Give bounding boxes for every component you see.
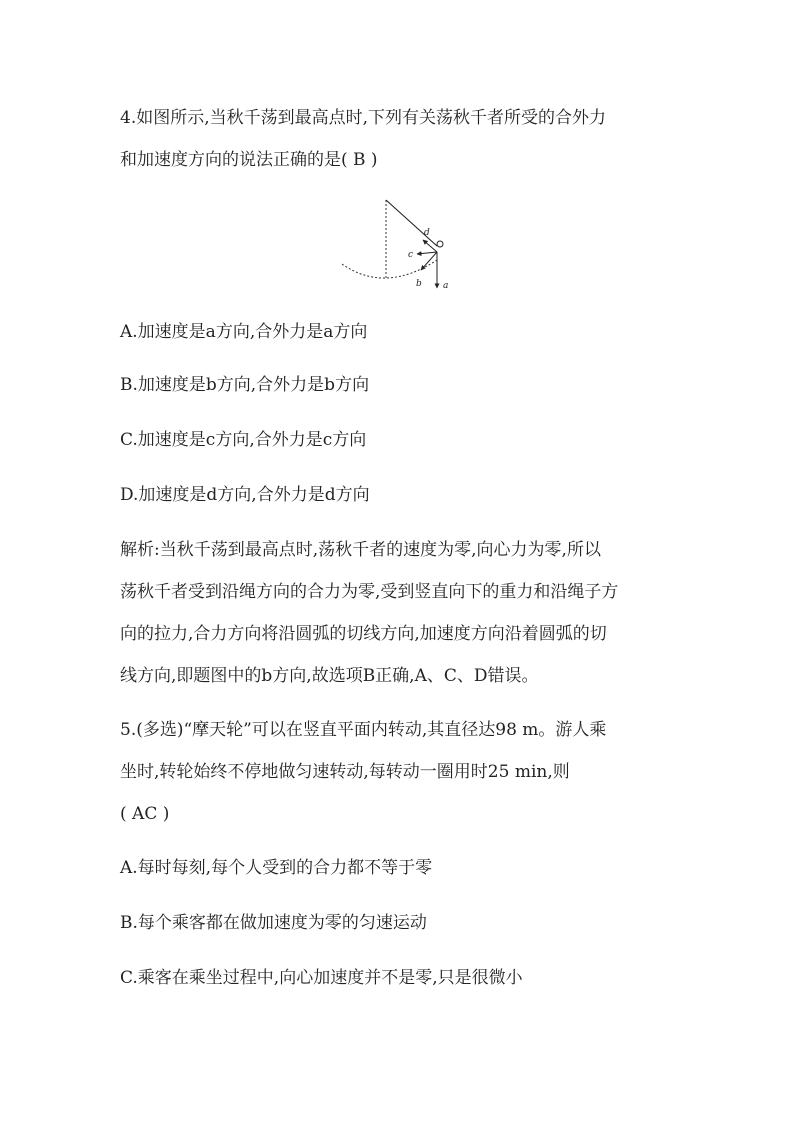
arrow-b: [421, 252, 437, 270]
q5-stem-line-1: 5.(多选)“摩天轮”可以在竖直平面内转动,其直径达98 m。游人乘: [120, 720, 607, 740]
q4-stem-line-2: 和加速度方向的说法正确的是( B ): [120, 150, 378, 170]
arrow-c: [417, 252, 437, 254]
q4-option-d: D.加速度是d方向,合外力是d方向: [120, 485, 370, 505]
swinger-circle: [437, 241, 443, 247]
q5-stem-line-3: ( AC ): [120, 804, 170, 824]
q5-option-b: B.每个乘客都在做加速度为零的匀速运动: [120, 913, 427, 933]
q4-analysis-line-1: 解析:当秋千荡到最高点时,荡秋千者的速度为零,向心力为零,所以: [120, 540, 601, 560]
q4-analysis-line-4: 线方向,即题图中的b方向,故选项B正确,A、C、D错误。: [120, 666, 539, 686]
label-b: b: [416, 279, 422, 289]
q4-option-b: B.加速度是b方向,合外力是b方向: [120, 375, 370, 395]
q4-analysis-line-3: 向的拉力,合力方向将沿圆弧的切线方向,加速度方向沿着圆弧的切: [120, 624, 607, 644]
q4-stem-line-1: 4.如图所示,当秋千荡到最高点时,下列有关荡秋千者所受的合外力: [120, 108, 607, 128]
rope-line: [386, 200, 437, 246]
label-a: a: [443, 281, 449, 291]
arrow-d: [423, 240, 437, 252]
label-d: d: [424, 228, 430, 238]
q5-option-a: A.每时每刻,每个人受到的合力都不等于零: [120, 858, 433, 878]
label-c: c: [408, 250, 414, 260]
q4-option-c: C.加速度是c方向,合外力是c方向: [120, 430, 367, 450]
q4-analysis-line-2: 荡秋千者受到沿绳方向的合力为零,受到竖直向下的重力和沿绳子方: [120, 582, 619, 602]
swing-diagram: [335, 196, 465, 296]
q5-option-c: C.乘客在乘坐过程中,向心加速度并不是零,只是很微小: [120, 968, 523, 988]
q5-stem-line-2: 坐时,转轮始终不停地做匀速转动,每转动一圈用时25 min,则: [120, 762, 570, 782]
dashed-arc: [342, 260, 437, 278]
q4-option-a: A.加速度是a方向,合外力是a方向: [120, 322, 368, 342]
